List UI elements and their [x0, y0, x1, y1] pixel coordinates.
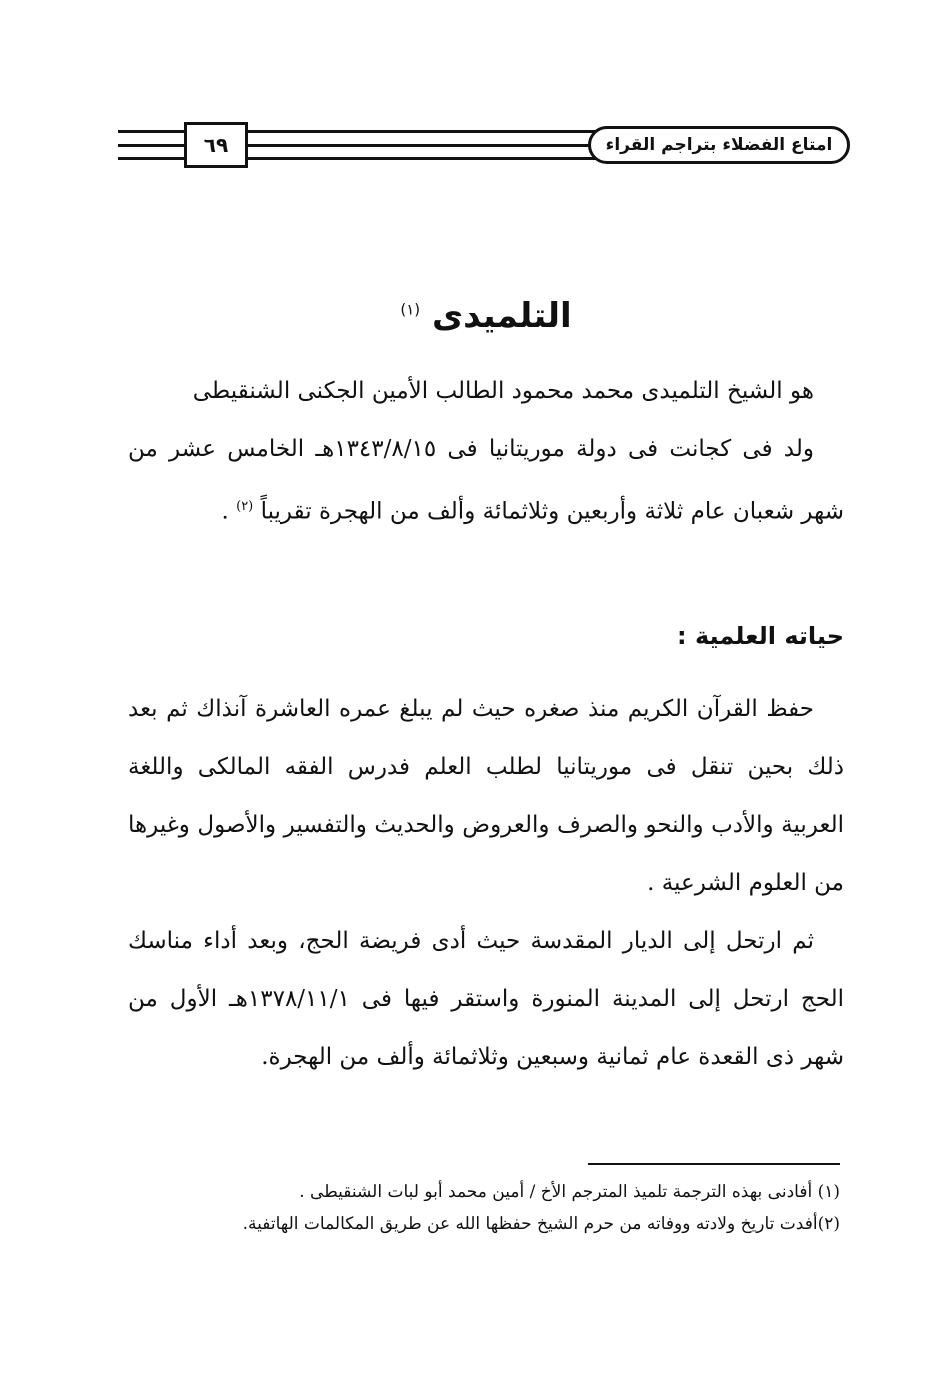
footnote-1: (١) أفادنى بهذه الترجمة تلميذ المترجم الأخ / أمين محمد أبو لبات الشنقيطى . [299, 1182, 840, 1202]
intro-paragraph-2 [128, 420, 844, 541]
heading-title: التلميدى [431, 296, 572, 336]
running-header [118, 122, 850, 168]
intro-paragraph-1: هو الشيخ التلميدى محمد محمود الطالب الأمين الجكنى الشنقيطى [192, 378, 814, 404]
section-title: حياته العلمية : [676, 622, 844, 650]
footnote-2: (٢)أفدت تاريخ ولادته ووفاته من حرم الشيخ حفظها الله عن طريق المكالمات الهاتفية. [242, 1214, 840, 1234]
footnotes [118, 1176, 840, 1240]
section-block [128, 680, 844, 1086]
header-rule-left [118, 130, 184, 160]
intro-paragraph-2-end: . [221, 498, 229, 525]
section-paragraph-2: ثم ارتحل إلى الديار المقدسة حيث أدى فريضة الحج، وبعد أداء مناسك الحج ارتحل إلى المدينة المنورة واستقر فيها فى ١٣٧٨/١١/١هـ الأول من شهر ذى القعدة عام ثمانية وسبعين وثلاثمائة وألف من الهجرة. [128, 928, 844, 1070]
intro-paragraph-2-text: ولد فى كجانت فى دولة موريتانيا فى ١٣٤٣/٨/١٥هـ الخامس عشر من شهر شعبان عام ثلاثة وأربعين وثلاثمائة وألف من الهجرة تقريباً [128, 436, 844, 525]
footnote-separator [588, 1163, 840, 1165]
intro-footnote-ref: (٢) [236, 499, 254, 514]
biography-heading [128, 296, 844, 336]
heading-footnote-ref: (١) [400, 300, 421, 319]
page-number: ٦٩ [184, 122, 248, 168]
book-title: امتاع الفضلاء بتراجم القراء [588, 126, 850, 164]
intro-block [128, 362, 844, 541]
section-paragraph-1: حفظ القرآن الكريم منذ صغره حيث لم يبلغ عمره العاشرة آنذاك ثم بعد ذلك بحين تنقل فى موريتانيا لطلب العلم فدرس الفقه المالكى واللغة العربية والأدب والنحو والصرف والعروض والحديث والتفسير والأصول وغيرها من العلوم الشرعية . [128, 696, 844, 896]
